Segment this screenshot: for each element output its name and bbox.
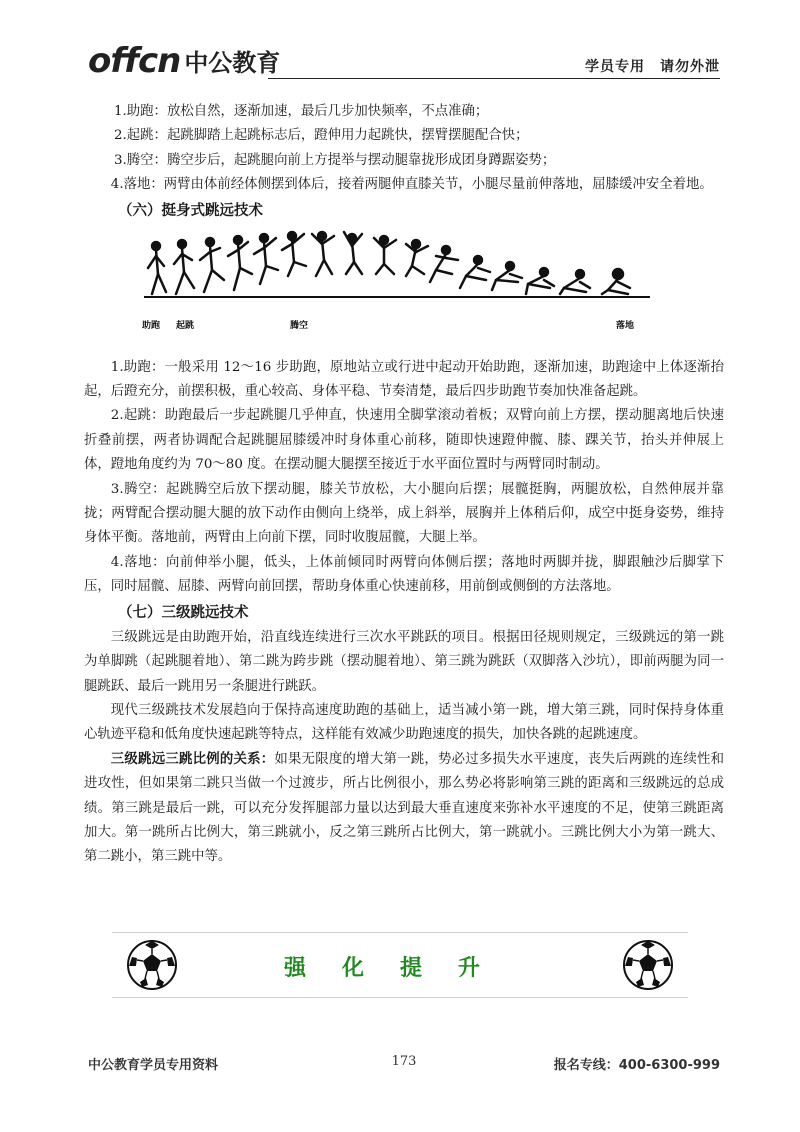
footer-hotline: 报名专线：400-6300-999 (553, 1058, 720, 1073)
paragraph-takeoff: 2.起跳：起跳脚踏上起跳标志后，蹬伸用力起跳快，摆臂摆腿配合快； (114, 128, 529, 144)
header-notice: 学员专用 请勿外泄 (585, 59, 720, 75)
paragraph-six-flight: 3.腾空：起跳腾空后放下摆动腿，膝关节放松，大小腿向后摆；展髋挺胸，两腿放松，自然伸展并靠拢；两臂配合摆动腿大腿的放下动作由侧向上绕举，成上斜举，展胸并上体稍后仰，成空中挺身姿势，维持身体平衡。落地前，两臂由上向前下摆，同时收腹屈髋，大腿上举。 (84, 481, 724, 546)
figure-flight-5 (406, 240, 428, 276)
soccer-ball-icon (622, 939, 674, 991)
figure-flight-6 (430, 246, 458, 282)
paragraph-triple-jump-intro: 三级跳远是由助跑开始，沿直线连续进行三次水平跳跃的项目。根据田径规则规定，三级跳远的第一跳为单脚跳（起跳腿着地）、第二跳为跨步跳（摆动腿着地）、第三跳为跳跃（双脚落入沙坑），即前两腿为同一腿跳跃、最后一跳用另一条腿进行跳跃。 (84, 629, 724, 694)
section-title-seven: （七）三级跳远技术 (118, 604, 249, 621)
figure-flight-4 (374, 236, 396, 274)
figure-runner-3 (200, 238, 224, 292)
figure-landing-4 (560, 270, 590, 294)
logo-english: offcn (88, 41, 181, 81)
jump-silhouettes (140, 230, 660, 316)
logo-chinese: 中公教育 (184, 49, 281, 77)
paragraph-triple-jump-trend: 现代三级跳技术发展趋向于保持高速度助跑的基础上，适当减小第一跳，增大第三跳，同时保持身体重心轨迹平稳和低角度快速起跳等特点，这样能有效减少助跑速度的损失，加快各跳的起跳速度。 (84, 702, 724, 743)
figure-runner-1 (148, 242, 166, 294)
ratio-body: 如果无限度的增大第一跳，势必过多损失水平速度，丧失后两跳的连续性和进攻性，但如果第二跳只当做一个过渡步，所占比例很小，那么势必将影响第三跳的距离和三级跳远的总成绩。第三跳是最后一跳，可以充分发挥腿部力量以达到最大垂直速度来弥补水平速度的不足，使第三跳距离加大。第一跳所占比例大，第三跳就小，反之第三跳所占比例大，第一跳就小。三跳比例大小为第一跳大、第二跳小，第三跳中等。 (84, 751, 725, 865)
figure-runner-4 (228, 236, 252, 290)
figure-runner-5 (254, 234, 278, 284)
page-number: 173 (391, 1054, 417, 1069)
paragraph-flight: 3.腾空：腾空步后，起跳腿向前上方提举与摆动腿靠拢形成团身蹲踞姿势； (114, 152, 556, 168)
caption-run-up: 助跑 (142, 320, 161, 331)
figure-flight-3 (344, 232, 362, 274)
figure-flight-2 (312, 232, 334, 276)
figure-landing-1 (460, 256, 490, 288)
page-footer (88, 1054, 720, 1078)
caption-flight: 腾空 (290, 320, 309, 331)
footer-source: 中公教育学员专用资料 (88, 1058, 219, 1073)
caption-landing: 落地 (616, 320, 635, 331)
section-title-six: （六）挺身式跳远技术 (118, 202, 263, 219)
offcn-logo (88, 40, 281, 81)
long-jump-sequence-figure (140, 230, 660, 350)
paragraph-six-landing: 4.落地：向前伸举小腿，低头，上体前倾同时两臂向体侧后摆；落地时两脚并拢，脚跟触沙后脚掌下压，同时屈髋、屈膝、两臂向前回摆，帮助身体重心快速前移，用前倒或侧倒的方法落地。 (84, 554, 724, 595)
page-header (88, 40, 720, 80)
page-content (84, 100, 724, 870)
figure-flight-1 (282, 232, 306, 276)
header-rule (268, 78, 720, 79)
ground-line (144, 296, 650, 298)
reinforce-banner (112, 932, 688, 998)
caption-takeoff: 起跳 (176, 320, 195, 331)
figure-landing-5 (602, 269, 630, 294)
paragraph-landing: 4.落地：两臂由体前经体侧摆到体后，接着两腿伸直膝关节，小腿尽量前伸落地，屈膝缓冲安全着地。 (110, 177, 713, 193)
paragraph-run-up: 1.助跑：放松自然，逐渐加速，最后几步加快频率，不点准确； (114, 104, 489, 119)
paragraph-triple-jump-ratio (84, 748, 724, 870)
paragraph-six-run-up: 1.助跑：一般采用 12～16 步助跑，原地站立或行进中起动开始助跑，逐渐加速，助跑途中上体逐渐抬起，后蹬充分，前摆积极，重心较高、身体平稳、节奏清楚，最后四步助跑节奏加快准备起跳。 (84, 359, 724, 400)
figure-landing-2 (492, 262, 522, 290)
banner-title: 强化提升 (283, 955, 516, 981)
paragraph-six-takeoff: 2.起跳：助跑最后一步起跳腿几乎伸直，快速用全脚掌滚动着板；双臂向前上方摆，摆动腿离地后快速折叠前摆，两者协调配合起跳腿屈膝缓冲时身体重心前移，随即快速蹬伸髋、膝、踝关节，抬头并伸展上体，蹬地角度约为 70～80 度。在摆动腿大腿摆至接近于水平面位置时与两臂同时制动。 (84, 408, 724, 473)
figure-landing-3 (526, 268, 554, 294)
figure-runner-2 (174, 240, 194, 294)
ratio-lead: 三级跳远三跳比例的关系： (110, 751, 275, 767)
